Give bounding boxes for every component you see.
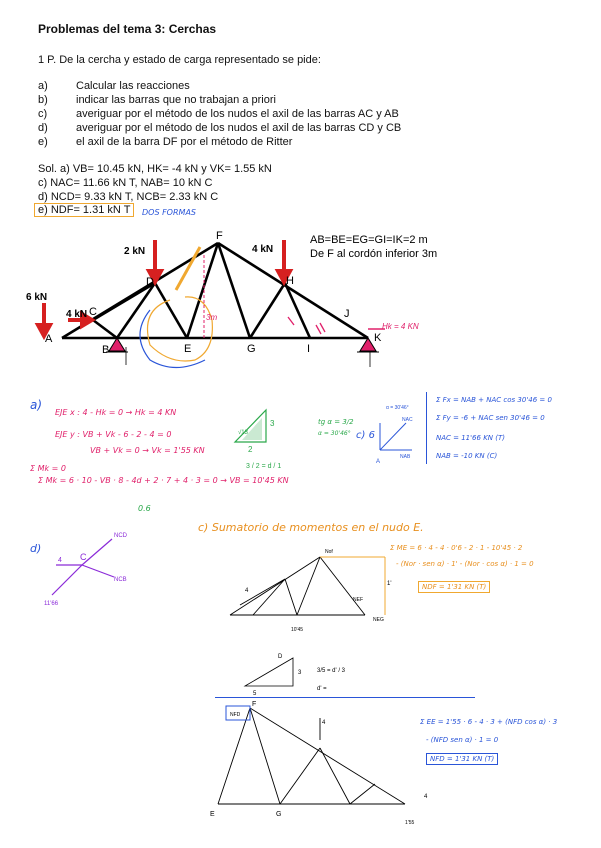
right-hi: [320, 748, 350, 804]
sketch-1045: 10'45: [291, 627, 304, 633]
question-a: [38, 80, 190, 92]
note-a-eq-y2: VB + Vk = 0 → Vk = 1'55 KN: [90, 446, 205, 455]
question-c: [38, 108, 399, 120]
load-label-c: 4 kN: [66, 309, 88, 320]
note-a-value: 0.6: [138, 504, 151, 513]
node-label-k: K: [374, 332, 382, 344]
node-a-nab-label: NAB: [400, 454, 411, 460]
note-me-eq1: Σ ME = 6 · 4 - 4 · 0'6 - 2 · 1 - 10'45 · 2: [390, 544, 523, 552]
left-part-members: [230, 557, 365, 615]
solution-c: c) NAC= 11.66 kN T, NAB= 10 kN C: [38, 177, 213, 189]
question-text: indicar las barras que no trabajan a priori: [76, 94, 276, 106]
right-fg: [250, 708, 280, 804]
note-me-eq2: - (Nor · sen α) · 1' - (Nor · cos α) · 1 = 0: [396, 560, 534, 568]
note-a-eq-x: EJE x : 4 - Hk = 0 → Hk = 4 KN: [55, 408, 177, 417]
member-cd: [93, 283, 155, 320]
triangle-side-2: 2: [248, 445, 253, 454]
left-diag2: [285, 579, 297, 615]
left-diag3: [297, 557, 320, 615]
node-label-i: I: [307, 343, 311, 355]
right-load-4: 4: [322, 720, 326, 726]
small-triangle-d: D: [278, 654, 283, 660]
note-me-result: NDF = 1'31 KN (T): [418, 581, 490, 593]
equal-mark-1: [288, 317, 294, 325]
note-angle: α = 30'46°: [318, 430, 351, 437]
node-label-c: C: [89, 306, 97, 318]
left-right: [320, 557, 365, 615]
note-a-eq-y: EJE y : VB + Vk - 6 - 2 - 4 = 0: [55, 430, 172, 439]
node-label-e: E: [184, 343, 192, 355]
question-letter: e): [38, 136, 48, 148]
note-moment-title: c) Sumatorio de momentos en el nudo E.: [198, 521, 424, 534]
node-c-ncd-label: NCD: [114, 533, 127, 539]
right-e-label: E: [210, 811, 215, 818]
sketch-nof: Nof: [325, 549, 333, 555]
node-a-label: A: [376, 459, 381, 465]
node-c-label: C: [80, 552, 87, 562]
solution-d: d) NCD= 9.33 kN T, NCB= 2.33 kN C: [38, 191, 219, 203]
left-top: [230, 557, 320, 615]
right-gh: [280, 748, 320, 804]
reaction-hk-label: Hk = 4 KN: [382, 322, 419, 331]
question-text: el axil de la barra DF por el método de Ritter: [76, 136, 293, 148]
note-eq-nab: NAB = -10 KN (C): [436, 452, 498, 460]
support-b: [109, 338, 125, 351]
left-part-sketch: [225, 535, 405, 640]
question-d: [38, 122, 401, 134]
question-e: [38, 136, 292, 148]
small-triangle-d-prime: d' =: [317, 686, 327, 692]
node-c-sketch: [40, 525, 140, 610]
note-two-ways: DOS FORMAS: [142, 208, 196, 217]
member-hi: [285, 283, 310, 338]
note-a-label: a): [30, 398, 43, 412]
note-e2-eq1: Σ EE = 1'55 · 6 - 4 · 3 + (NFD cos α) · 3: [420, 718, 558, 726]
right-top: [250, 708, 405, 804]
node-c-1166: [52, 565, 82, 595]
right-ij: [350, 784, 375, 804]
small-triangle-5: 5: [253, 691, 257, 697]
node-c-1166-label: 11'66: [44, 601, 59, 607]
small-triangle-3: 3: [298, 670, 302, 676]
section-divider: [215, 697, 475, 698]
sketch-neg: NEG: [373, 617, 384, 623]
node-label-h: H: [286, 275, 294, 287]
triangle-fraction: 3 / 2 = d / 1: [246, 463, 282, 470]
equal-mark-3: [320, 323, 325, 332]
triangle-hyp: √13: [238, 430, 248, 436]
node-c-ncb-label: NCB: [114, 577, 127, 583]
problem-intro: 1 P. De la cercha y estado de carga representado se pide:: [38, 54, 321, 66]
small-triangle-sketch: [235, 650, 355, 698]
member-fg: [218, 243, 250, 338]
cut-section-orange: [148, 297, 213, 361]
question-letter: b): [38, 94, 48, 106]
node-label-b: B: [102, 344, 110, 356]
load-label-a: 6 kN: [26, 292, 48, 303]
note-eq-nac: NAC = 11'66 KN (T): [436, 434, 505, 442]
note-tan: tg α = 3/2: [318, 418, 354, 426]
load-label-d: 2 kN: [124, 246, 146, 257]
right-vk-155: 1'55: [405, 820, 415, 825]
right-g-label: G: [276, 811, 282, 818]
note-eq-fy: Σ Fy = -6 + NAC sen 30'46 = 0: [436, 414, 545, 422]
question-text: Calcular las reacciones: [76, 80, 190, 92]
question-letter: a): [38, 80, 48, 92]
geometry-spacing: AB=BE=EG=GI=IK=2 m: [310, 234, 428, 246]
node-label-f: F: [216, 230, 223, 242]
height-label: 3m: [206, 313, 218, 322]
note-eq-fx: Σ Fx = NAB + NAC cos 30'46 = 0: [436, 396, 552, 404]
right-part-sketch: [200, 700, 440, 825]
node-a-divider: [426, 392, 427, 464]
solution-a: Sol. a) VB= 10.45 kN, HK= -4 kN y VK= 1.55 kN: [38, 163, 272, 175]
node-c-ncb: [82, 565, 114, 577]
member-bc: [93, 320, 117, 338]
question-letter: c): [38, 108, 48, 120]
node-a-angle: α = 30'46°: [386, 405, 409, 411]
question-letter: d): [38, 122, 48, 134]
node-a-nac: [380, 423, 406, 450]
question-text: averiguar por el método de los nudos el axil de las barras AC y AB: [76, 108, 399, 120]
right-nfd-label: NFD: [230, 712, 241, 718]
node-a-nac-label: NAC: [402, 417, 413, 423]
truss-diagram: [0, 225, 601, 375]
note-a-moment-eq: Σ Mk = 6 · 10 - VB · 8 - 4d + 2 · 7 + 4 · 3 = 0 → VB = 10'45 KN: [38, 476, 289, 485]
question-b: [38, 94, 276, 106]
member-gh: [250, 283, 285, 338]
node-c-4: 4: [58, 557, 62, 564]
note-e2-eq2: - (NFD sen α) · 1 = 0: [426, 736, 499, 744]
load-label-h: 4 kN: [252, 244, 274, 255]
triangle-side-3: 3: [270, 419, 275, 428]
node-label-a: A: [45, 333, 53, 345]
node-c-ncd: [82, 539, 112, 565]
sketch-4: 4: [245, 588, 249, 594]
geometry-height: De F al cordón inferior 3m: [310, 248, 438, 260]
node-label-d: D: [146, 276, 154, 288]
question-text: averiguar por el método de los nudos el axil de las barras CD y CB: [76, 122, 402, 134]
cut-line-orange: [176, 247, 200, 290]
note-a-moment-title: Σ Mk = 0: [30, 464, 67, 473]
right-ef: [218, 708, 250, 804]
solution-e-box: e) NDF= 1.31 kN T: [34, 203, 134, 217]
member-de: [155, 283, 187, 338]
member-ef: [187, 243, 218, 338]
sketch-1: 1': [387, 581, 392, 587]
triangle-fill: [242, 418, 262, 440]
right-f-label: F: [252, 701, 257, 708]
equal-mark-2: [316, 325, 321, 334]
note-c-label: c) 6: [356, 430, 375, 441]
solution-e: [34, 204, 134, 216]
sketch-nef: NEF: [353, 597, 363, 603]
node-label-g: G: [247, 343, 256, 355]
note-d-label: d): [30, 542, 42, 555]
node-a-sketch: [370, 395, 425, 465]
page-title: Problemas del tema 3: Cerchas: [38, 22, 217, 36]
triangle-sketch: [220, 404, 320, 474]
right-part-members: [218, 708, 405, 804]
small-triangle-fraction: 3/5 = d' / 3: [317, 668, 345, 674]
small-triangle-shape: [245, 658, 293, 686]
node-label-j: J: [344, 308, 350, 320]
right-hk-4: 4: [424, 794, 428, 800]
note-e2-result: NFD = 1'31 KN (T): [426, 753, 498, 765]
